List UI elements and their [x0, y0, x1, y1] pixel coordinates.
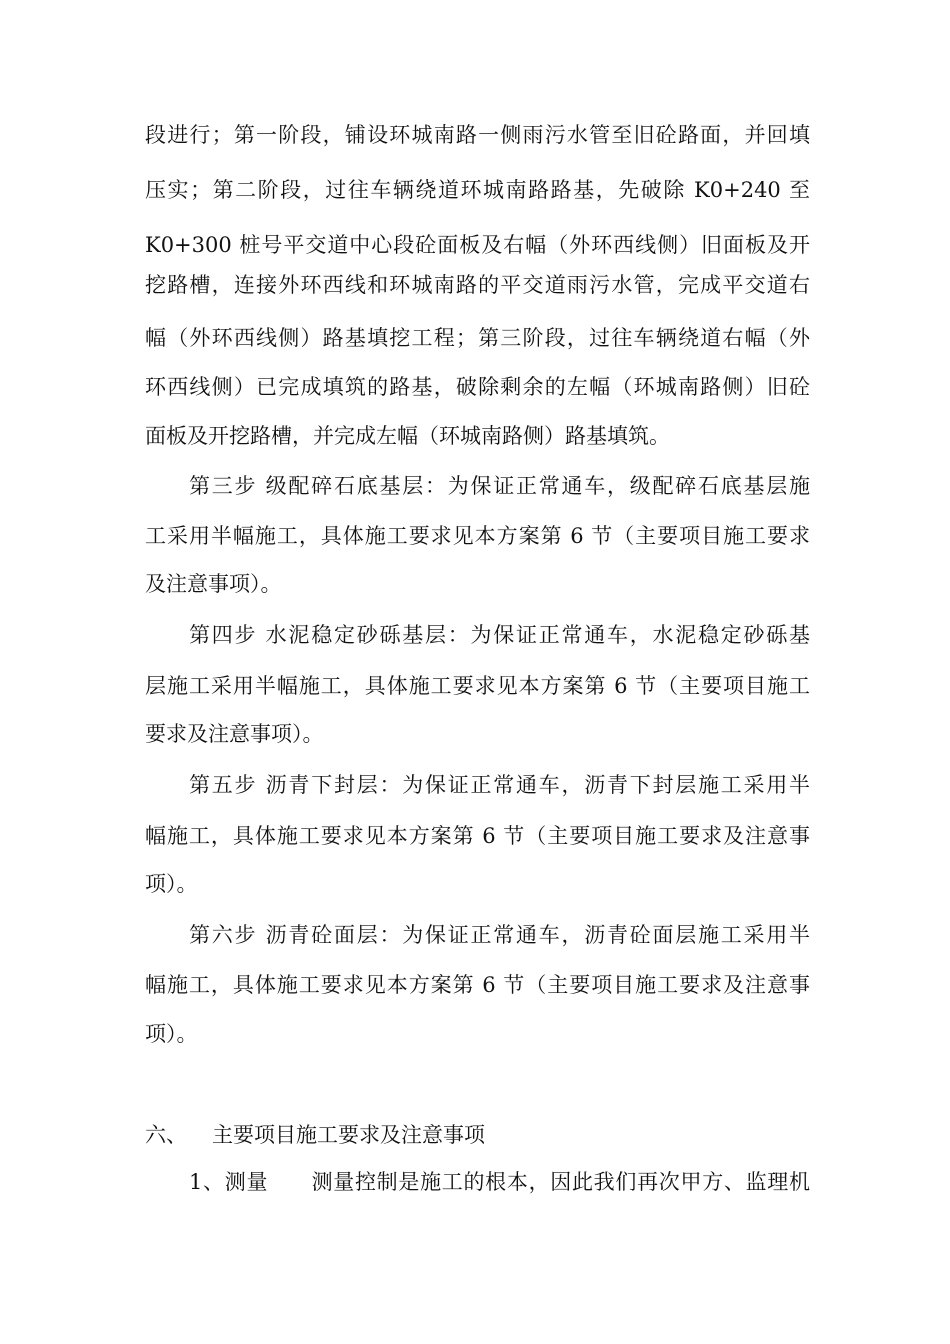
text-line: 项）。 — [145, 1022, 198, 1046]
text-line: 第六步 沥青砼面层：为保证正常通车，沥青砼面层施工采用半 — [189, 923, 810, 947]
text-line: 要求及注意事项）。 — [145, 722, 324, 746]
text-line: 幅施工，具体施工要求见本方案第 6 节（主要项目施工要求及注意事 — [145, 973, 810, 997]
text-line: 幅（外环西线侧）路基填挖工程；第三阶段，过往车辆绕道右幅（外 — [145, 326, 810, 350]
text-line: 及注意事项）。 — [145, 572, 282, 596]
text-line: 段进行；第一阶段，铺设环城南路一侧雨污水管至旧砼路面，并回填 — [145, 123, 810, 147]
text-line: 幅施工，具体施工要求见本方案第 6 节（主要项目施工要求及注意事 — [145, 824, 810, 848]
text-line: 第五步 沥青下封层：为保证正常通车，沥青下封层施工采用半 — [189, 773, 810, 797]
text-line: 面板及开挖路槽，并完成左幅（环城南路侧）路基填筑。 — [145, 424, 670, 448]
section-number: 六、 — [145, 1123, 187, 1147]
text-line: 挖路槽，连接外环西线和环城南路的平交道雨污水管，完成平交道右 — [145, 273, 810, 297]
section-title: 主要项目施工要求及注意事项 — [212, 1123, 485, 1147]
text-line: 第三步 级配碎石底基层：为保证正常通车，级配碎石底基层施 — [189, 474, 810, 498]
text-line: K0+300 桩号平交道中心段砼面板及右幅（外环西线侧）旧面板及开 — [145, 233, 810, 257]
text-line: 压实；第二阶段，过往车辆绕道环城南路路基，先破除 K0+240 至 — [145, 178, 810, 202]
text-line: 1、测量 测量控制是施工的根本，因此我们再次甲方、监理机 — [189, 1170, 810, 1194]
text-line: 项）。 — [145, 872, 198, 896]
text-line: 层施工采用半幅施工，具体施工要求见本方案第 6 节（主要项目施工 — [145, 674, 810, 698]
text-line: 环西线侧）已完成填筑的路基，破除剩余的左幅（环城南路侧）旧砼 — [145, 375, 810, 399]
text-line: 第四步 水泥稳定砂砾基层：为保证正常通车，水泥稳定砂砾基 — [189, 623, 810, 647]
text-line: 工采用半幅施工，具体施工要求见本方案第 6 节（主要项目施工要求 — [145, 524, 810, 548]
